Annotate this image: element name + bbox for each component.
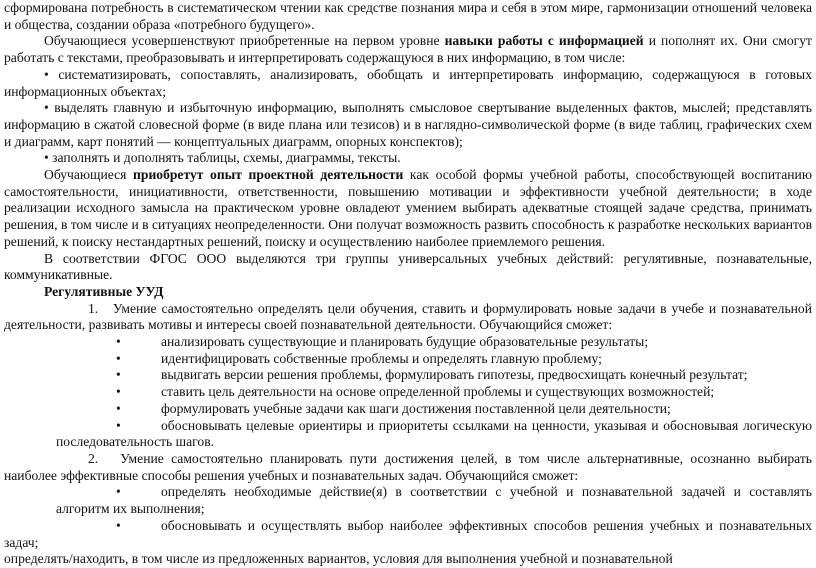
bullet-item (4, 518, 812, 551)
bullet-icon: • (116, 384, 121, 400)
text-run: и пополнят их. Они смогут работать с текстами, преобразовывать и интерпретировать содержащуюся в них информацию, в том числе: (4, 33, 812, 66)
bullet-icon: • (116, 417, 121, 433)
bullet-text: выдвигать версии решения проблемы, формулировать гипотезы, предвосхищать конечный результат; (161, 367, 748, 383)
bold-phrase: приобретут опыт проектной деятельности (133, 167, 404, 183)
text-run: Обучающиеся (44, 167, 134, 183)
bullet-icon: • (116, 517, 121, 533)
section-heading: Регулятивные УУД (44, 283, 164, 299)
bullet-item (4, 334, 812, 351)
paragraph-bullet-tables: • заполнять и дополнять таблицы, схемы, диаграммы, тексты. (44, 150, 401, 166)
bullet-item (4, 418, 812, 451)
bullet-icon: • (116, 334, 121, 350)
bold-phrase: навыки работы с информацией (444, 33, 644, 49)
bullet-icon: • (116, 350, 121, 366)
text-run: как особой формы учебной работы, способствующей воспитанию самостоятельности, инициативности, ответственности, повышению мотивации и эффективности учебной деятельности; в ходе реализации исходного замысла на практическом уровне овладеют умением выбирать адекватные стоящей задаче средства, принимать решения, в том числе и в ситуациях неопределенности. Они получат возможность развить способность к разработке нескольких вариантов решений, к поиску нестандартных решений, поиску и осуществлению наиболее приемлемого решения. (4, 167, 812, 249)
bullet-text: анализировать существующие и планировать будущие образовательные результаты; (161, 334, 649, 350)
paragraph-continuation: определять/находить, в том числе из предложенных вариантов, условия для выполнения учебной и познавательной (4, 551, 673, 567)
text-run: Обучающиеся усовершенствуют приобретенные на первом уровне (44, 33, 445, 49)
paragraph-bullet-main-info: • выделять главную и избыточную информацию, выполнять смысловое свертывание выделенных фактов, мыслей; представлять информацию в сжатой словесной форме (в виде плана или тезисов) и в наглядно-символической форме (в виде таблиц, графических схем и диаграмм, карт понятий — концептуальных диаграмм, опорных конспектов); (4, 100, 812, 149)
bullet-item (4, 401, 812, 418)
bullet-icon: • (116, 484, 121, 500)
paragraph-project (4, 167, 812, 251)
paragraph-info-skills (4, 33, 812, 66)
bullet-text: идентифицировать собственные проблемы и определять главную проблему; (161, 350, 602, 366)
bullet-text: ставить цель деятельности на основе определенной проблемы и существующих возможностей; (161, 384, 715, 400)
bullet-item (4, 351, 812, 368)
numbered-item-2: 2. Умение самостоятельно планировать пути достижения целей, в том числе альтернативные, осознанно выбирать наиболее эффективные способы решения учебных и познавательных задач. Обучающийся сможет: (4, 450, 812, 483)
bullet-item (4, 484, 812, 517)
bullet-item (4, 384, 812, 401)
paragraph-fgos: В соответствии ФГОС ООО выделяются три группы универсальных учебных действий: регулятивные, познавательные, коммуникативные. (4, 250, 812, 283)
numbered-item-1: 1. Умение самостоятельно определять цели обучения, ставить и формулировать новые задачи в учебе и познавательной деятельности, развивать мотивы и интересы своей познавательной деятельности. Обучающийся сможет: (4, 300, 812, 333)
bullet-icon: • (116, 367, 121, 383)
bullet-text: определять необходимые действие(я) в соответствии с учебной и познавательной задачей и составлять алгоритм их выполнения; (56, 484, 812, 517)
bullet-text: обосновывать и осуществлять выбор наиболее эффективных способов решения учебных и познавательных задач; (4, 517, 812, 550)
bullet-text: обосновывать целевые ориентиры и приоритеты ссылками на ценности, указывая и обосновывая логическую последовательность шагов. (56, 417, 812, 450)
paragraph-bullet-systematize: • систематизировать, сопоставлять, анализировать, обобщать и интерпретировать информацию, содержащуюся в готовых информационных объектах; (4, 66, 812, 99)
bullet-item (4, 367, 812, 384)
paragraph-intro: сформирована потребность в систематическом чтении как средстве познания мира и себя в этом мире, гармонизации отношений человека и общества, создании образа «потребного будущего». (4, 0, 812, 32)
bullet-text: формулировать учебные задачи как шаги достижения поставленной цели деятельности; (161, 400, 671, 416)
bullet-icon: • (116, 400, 121, 416)
